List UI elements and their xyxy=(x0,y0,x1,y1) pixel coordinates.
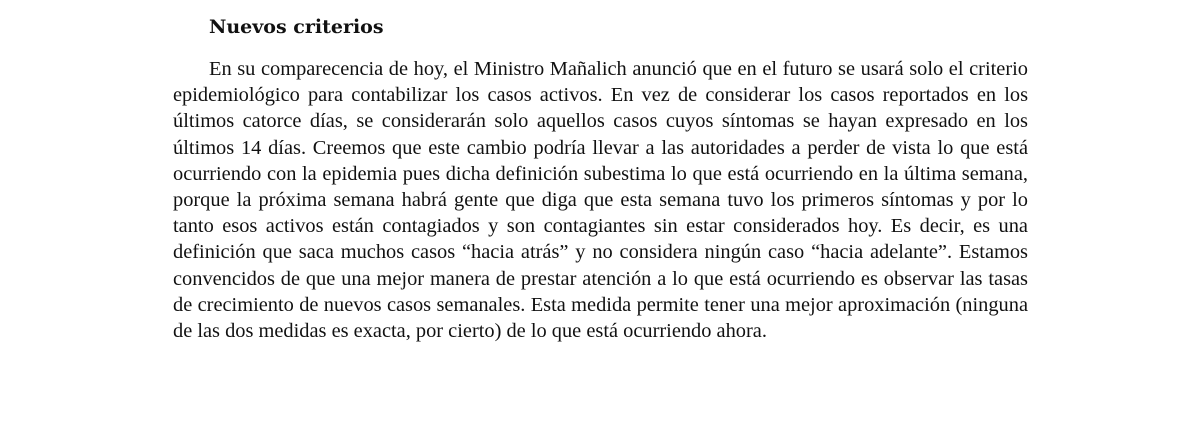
document-page xyxy=(173,14,1028,344)
section-heading: Nuevos criterios xyxy=(209,16,384,38)
body-paragraph: En su comparecencia de hoy, el Ministro Mañalich anunció que en el futuro se usará solo el criterio epidemiológico para contabilizar los casos activos. En vez de considerar los casos reportados en los últimos catorce días, se considerarán solo aquellos casos cuyos síntomas se hayan expresado en los últimos 14 días. Creemos que este cambio podría llevar a las autoridades a perder de vista lo que está ocurriendo con la epidemia pues dicha definición subestima lo que está ocurriendo en la última semana, porque la próxima semana habrá gente que diga que esta semana tuvo los primeros síntomas y por lo tanto esos activos están contagiados y son contagiantes sin estar considerados hoy. Es decir, es una definición que saca muchos casos “hacia atrás” y no considera ningún caso “hacia adelante”. Estamos convencidos de que una mejor manera de prestar atención a lo que está ocurriendo es observar las tasas de crecimiento de nuevos casos semanales. Esta medida permite tener una mejor aproximación (ninguna de las dos medidas es exacta, por cierto) de lo que está ocurriendo ahora. xyxy=(173,58,1028,343)
